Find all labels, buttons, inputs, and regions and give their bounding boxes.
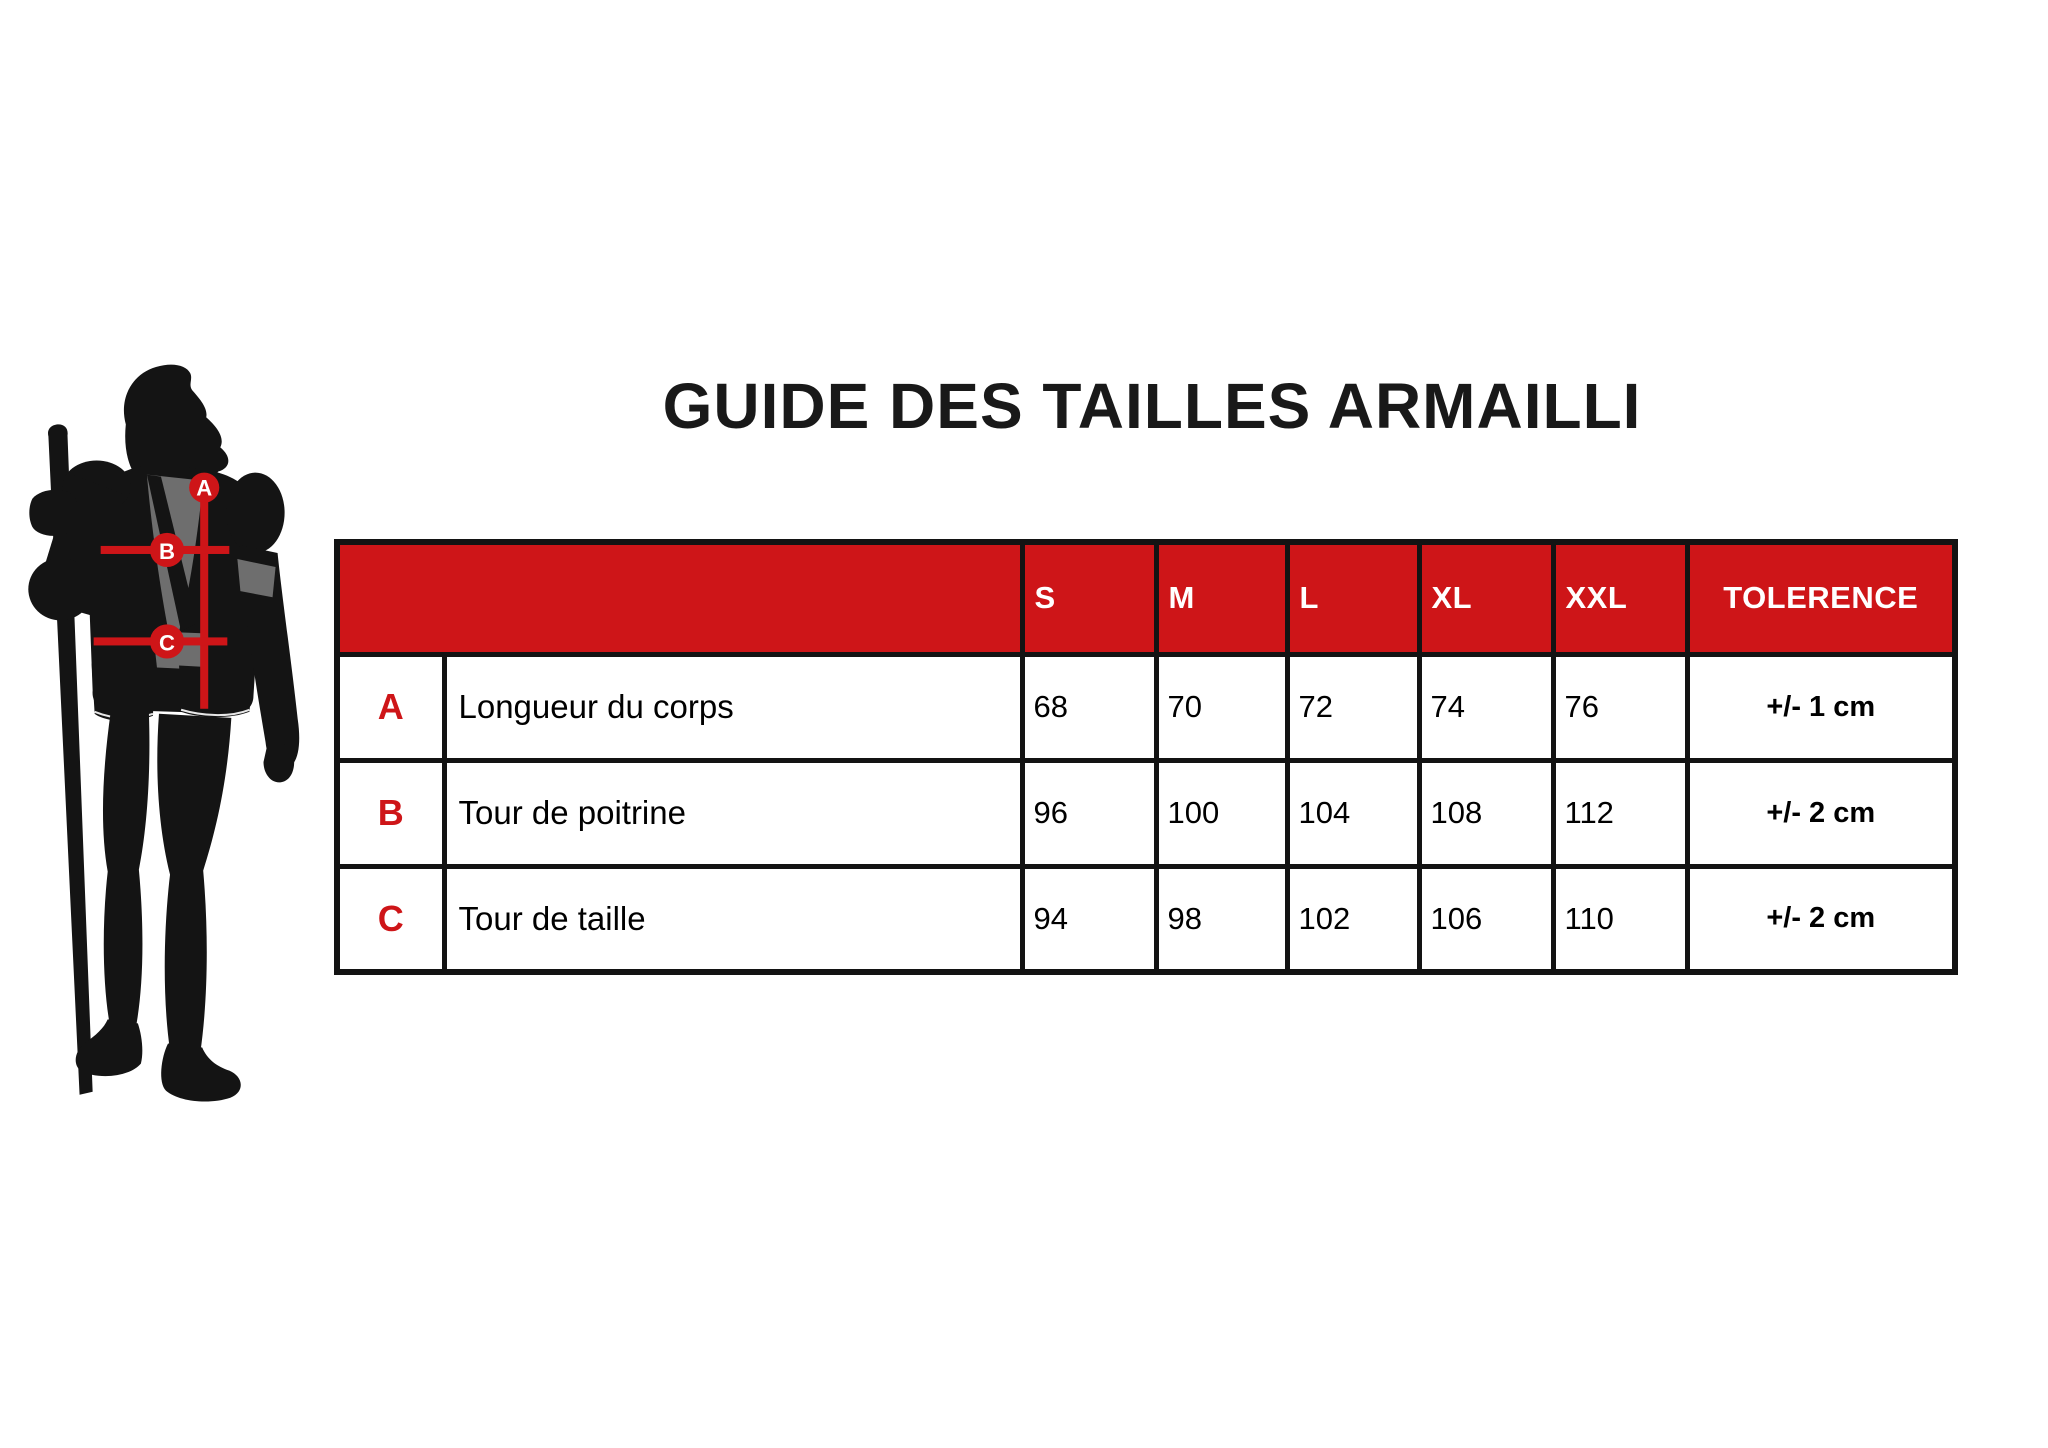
- row-b-value-xl: 108: [1419, 760, 1553, 866]
- row-c-value-xxl: 110: [1553, 866, 1687, 972]
- header-tolerance: TOLERENCE: [1687, 542, 1955, 654]
- left-leg-shape: [103, 712, 149, 1028]
- row-a-value-xxl: 76: [1553, 654, 1687, 760]
- page-title: GUIDE DES TAILLES ARMAILLI: [662, 370, 1642, 442]
- row-c-value-m: 98: [1156, 866, 1287, 972]
- measure-line-vertical: [200, 483, 208, 709]
- table-row-c: [337, 866, 1955, 972]
- header-size-m: M: [1156, 542, 1287, 654]
- right-leg-shape: [157, 714, 231, 1054]
- row-c-value-xl: 106: [1419, 866, 1553, 972]
- marker-c-label: C: [159, 630, 175, 656]
- row-c-tolerance: +/- 2 cm: [1687, 866, 1955, 972]
- row-b-value-l: 104: [1287, 760, 1419, 866]
- table-row-a: [337, 654, 1955, 760]
- row-a-tolerance: +/- 1 cm: [1687, 654, 1955, 760]
- row-b-tolerance: +/- 2 cm: [1687, 760, 1955, 866]
- header-size-l: L: [1287, 542, 1419, 654]
- right-hand-shape: [264, 742, 295, 782]
- row-c-label: Tour de taille: [444, 866, 1022, 972]
- left-fist-shape: [29, 490, 78, 536]
- row-b-value-s: 96: [1022, 760, 1156, 866]
- row-c-value-s: 94: [1022, 866, 1156, 972]
- size-guide-table: [334, 539, 1958, 975]
- marker-a-label: A: [196, 475, 213, 501]
- right-puff-sleeve-shape: [226, 473, 284, 553]
- table-header-row: [337, 542, 1955, 654]
- row-b-label: Tour de poitrine: [444, 760, 1022, 866]
- header-size-xxl: XXL: [1553, 542, 1687, 654]
- row-b-value-xxl: 112: [1553, 760, 1687, 866]
- header-size-xl: XL: [1419, 542, 1553, 654]
- row-c-value-l: 102: [1287, 866, 1419, 972]
- figure-svg: [28, 362, 300, 1146]
- row-a-letter: A: [337, 654, 444, 760]
- row-a-label: Longueur du corps: [444, 654, 1022, 760]
- row-a-value-xl: 74: [1419, 654, 1553, 760]
- header-empty-cell: [337, 542, 1022, 654]
- row-a-value-l: 72: [1287, 654, 1419, 760]
- right-shoe-shape: [161, 1043, 241, 1101]
- table-row-b: [337, 760, 1955, 866]
- row-c-letter: C: [337, 866, 444, 972]
- row-b-letter: B: [337, 760, 444, 866]
- armailli-figure-illustration: [28, 362, 300, 1146]
- row-a-value-m: 70: [1156, 654, 1287, 760]
- legs: [76, 712, 241, 1102]
- row-a-value-s: 68: [1022, 654, 1156, 760]
- left-elbow-shape: [28, 558, 92, 620]
- header-size-s: S: [1022, 542, 1156, 654]
- row-b-value-m: 100: [1156, 760, 1287, 866]
- marker-b-label: B: [159, 539, 175, 565]
